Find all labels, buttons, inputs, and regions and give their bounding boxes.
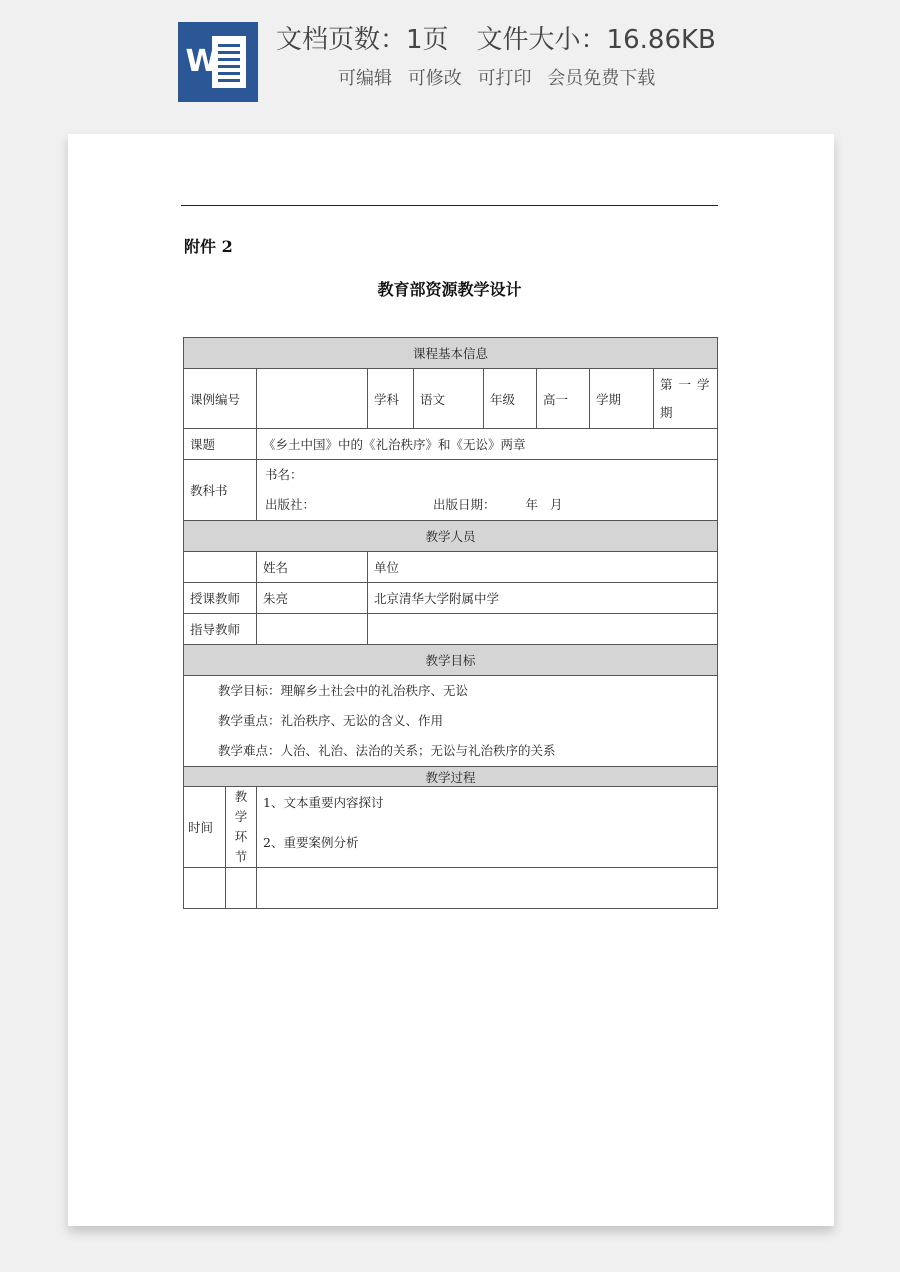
grade-label: 年级: [484, 369, 537, 429]
publisher-line: [263, 490, 711, 520]
term-value[interactable]: 第 一 学 期: [654, 369, 718, 429]
section-basic-info: 课程基本信息: [184, 338, 718, 369]
word-doc-icon: [178, 22, 258, 102]
advisor-name[interactable]: [257, 614, 368, 645]
stage-char: 环: [234, 829, 248, 844]
process-item-1: 1、文本重要内容探讨: [263, 795, 384, 810]
feature-modifiable: 可修改: [407, 68, 462, 89]
staff-blank-header: [184, 552, 257, 583]
feature-editable: 可编辑: [338, 68, 392, 89]
page-count: 文档页数：1页: [276, 25, 449, 55]
word-letter-icon: W: [185, 44, 219, 79]
goal-objective: 教学目标：理解乡土社会中的礼治秩序、无讼: [218, 683, 469, 698]
document-page: [68, 134, 834, 1226]
topic-label: 课题: [184, 429, 257, 460]
teacher-name[interactable]: 朱亮: [257, 583, 368, 614]
publisher-label: 出版社：: [265, 497, 316, 512]
topic-value[interactable]: 《乡土中国》中的《礼治秩序》和《无讼》两章: [257, 429, 718, 460]
advisor-label: 指导教师: [184, 614, 257, 645]
feature-printable: 可打印: [477, 68, 532, 89]
goal-difficulty: 教学难点：人治、礼治、法治的关系；无讼与礼治秩序的关系: [218, 743, 556, 758]
goals-content[interactable]: [184, 676, 718, 767]
book-name-label: 书名：: [265, 467, 303, 482]
unit-header: 单位: [368, 552, 718, 583]
stage-char: 教: [234, 789, 248, 804]
process-blank-content[interactable]: [257, 868, 718, 909]
process-blank-time[interactable]: [184, 868, 226, 909]
teacher-label: 授课教师: [184, 583, 257, 614]
time-label: 时间: [184, 787, 226, 868]
lesson-design-table: [183, 337, 718, 909]
teacher-unit[interactable]: 北京清华大学附属中学: [368, 583, 718, 614]
stage-char: 学: [234, 809, 248, 824]
advisor-unit[interactable]: [368, 614, 718, 645]
header-rule: [181, 205, 718, 206]
banner-title: [276, 20, 796, 60]
stage-char: 节: [234, 849, 248, 864]
pub-date-label: 出版日期：: [433, 497, 496, 512]
month-label: 月: [549, 497, 563, 512]
grade-value[interactable]: 高一: [537, 369, 590, 429]
section-process: 教学过程: [184, 767, 718, 787]
year-label: 年: [525, 497, 539, 512]
process-item-2: 2、重要案例分析: [263, 835, 359, 850]
section-staff: 教学人员: [184, 521, 718, 552]
stage-label: [226, 787, 257, 868]
file-size: 文件大小：16.86KB: [476, 25, 716, 55]
feature-list: [338, 64, 758, 94]
subject-value[interactable]: 语文: [414, 369, 484, 429]
download-banner: [0, 0, 900, 118]
process-blank-stage[interactable]: [226, 868, 257, 909]
case-no-label: 课例编号: [184, 369, 257, 429]
textbook-label: 教科书: [184, 460, 257, 521]
section-goals: 教学目标: [184, 645, 718, 676]
feature-member-download[interactable]: 会员免费下载: [547, 68, 656, 89]
subject-label: 学科: [368, 369, 414, 429]
term-label: 学期: [590, 369, 654, 429]
book-name-line: [263, 460, 711, 490]
page-title: 教育部资源教学设计: [377, 280, 522, 299]
case-no-value[interactable]: [257, 369, 368, 429]
textbook-info[interactable]: [257, 460, 718, 521]
process-items[interactable]: [257, 787, 718, 868]
name-header: 姓名: [257, 552, 368, 583]
attachment-label: 附件 2: [184, 237, 233, 256]
goal-focus: 教学重点：礼治秩序、无讼的含义、作用: [218, 713, 444, 728]
